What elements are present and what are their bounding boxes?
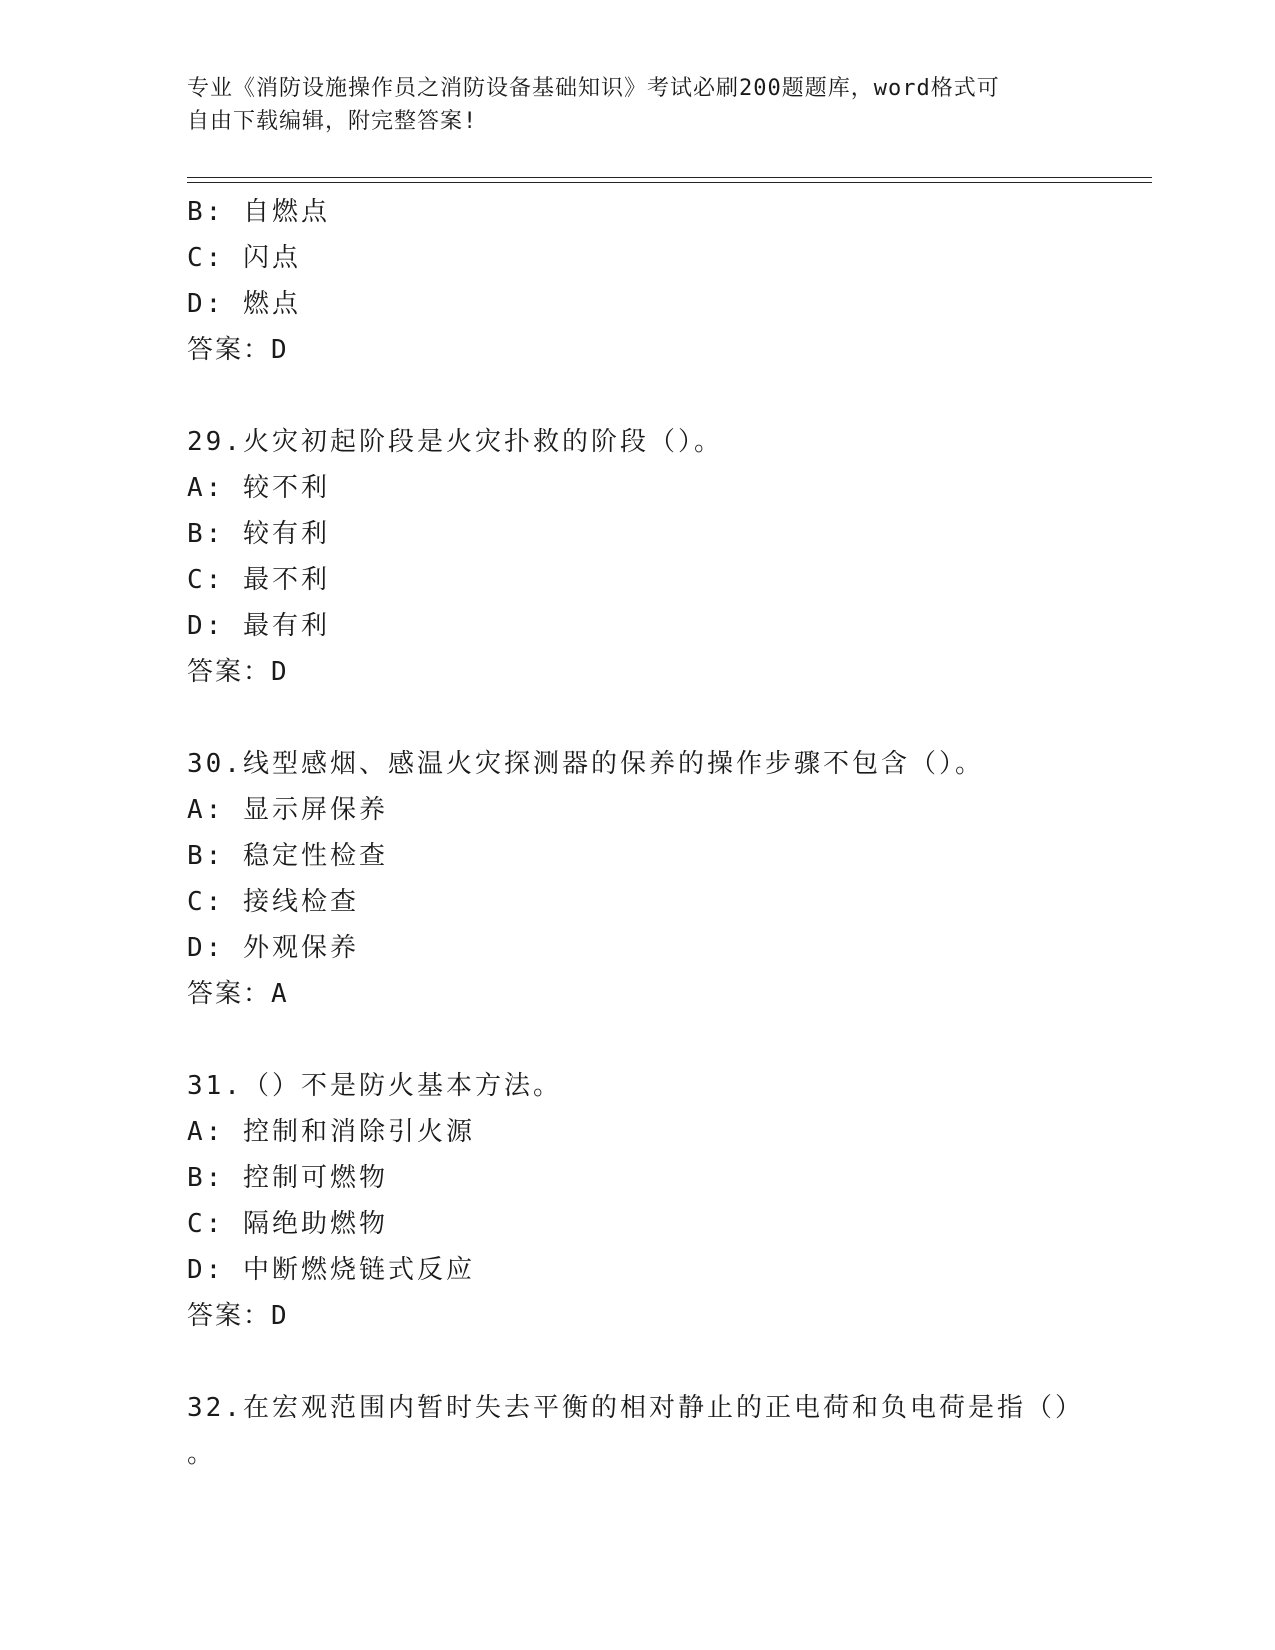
question-stem: 30.线型感烟、感温火灾探测器的保养的操作步骤不包含（）。 bbox=[187, 749, 984, 779]
question-stem-line-1: 32.在宏观范围内暂时失去平衡的相对静止的正电荷和负电荷是指（） bbox=[187, 1393, 1084, 1423]
option-b: B: 较有利 bbox=[187, 519, 330, 549]
option-a: A: 较不利 bbox=[187, 473, 330, 503]
option-d: D: 最有利 bbox=[187, 611, 330, 641]
option-d: D: 中断燃烧链式反应 bbox=[187, 1255, 475, 1285]
option-c: C: 隔绝助燃物 bbox=[187, 1209, 388, 1239]
header-line-1: 专业《消防设施操作员之消防设备基础知识》考试必刷200题题库，word格式可 bbox=[187, 76, 1000, 101]
question-31 bbox=[187, 1063, 1147, 1339]
question-30 bbox=[187, 741, 1147, 1017]
answer-line: 答案：D bbox=[187, 1301, 289, 1331]
option-b: B: 控制可燃物 bbox=[187, 1163, 388, 1193]
answer-line: 答案：D bbox=[187, 335, 289, 365]
option-c: C: 闪点 bbox=[187, 243, 301, 273]
header-line-2: 自由下载编辑，附完整答案! bbox=[187, 109, 478, 134]
option-b: B: 稳定性检查 bbox=[187, 841, 388, 871]
question-stem-line-2: 。 bbox=[187, 1439, 217, 1469]
answer-line: 答案：D bbox=[187, 657, 289, 687]
question-list bbox=[187, 189, 1147, 1477]
question-32 bbox=[187, 1385, 1147, 1477]
option-a: A: 控制和消除引火源 bbox=[187, 1117, 475, 1147]
question-stem: 31.（）不是防火基本方法。 bbox=[187, 1071, 562, 1101]
document-header bbox=[187, 72, 1087, 138]
option-b: B: 自燃点 bbox=[187, 197, 330, 227]
header-divider-top bbox=[187, 177, 1152, 178]
option-d: D: 燃点 bbox=[187, 289, 301, 319]
question-29 bbox=[187, 419, 1147, 695]
option-a: A: 显示屏保养 bbox=[187, 795, 388, 825]
option-d: D: 外观保养 bbox=[187, 933, 359, 963]
option-c: C: 最不利 bbox=[187, 565, 330, 595]
answer-line: 答案：A bbox=[187, 979, 289, 1009]
question-stem: 29.火灾初起阶段是火灾扑救的阶段（）。 bbox=[187, 427, 723, 457]
option-c: C: 接线检查 bbox=[187, 887, 359, 917]
question-28-continued bbox=[187, 189, 1147, 373]
header-divider-bottom bbox=[187, 182, 1152, 183]
